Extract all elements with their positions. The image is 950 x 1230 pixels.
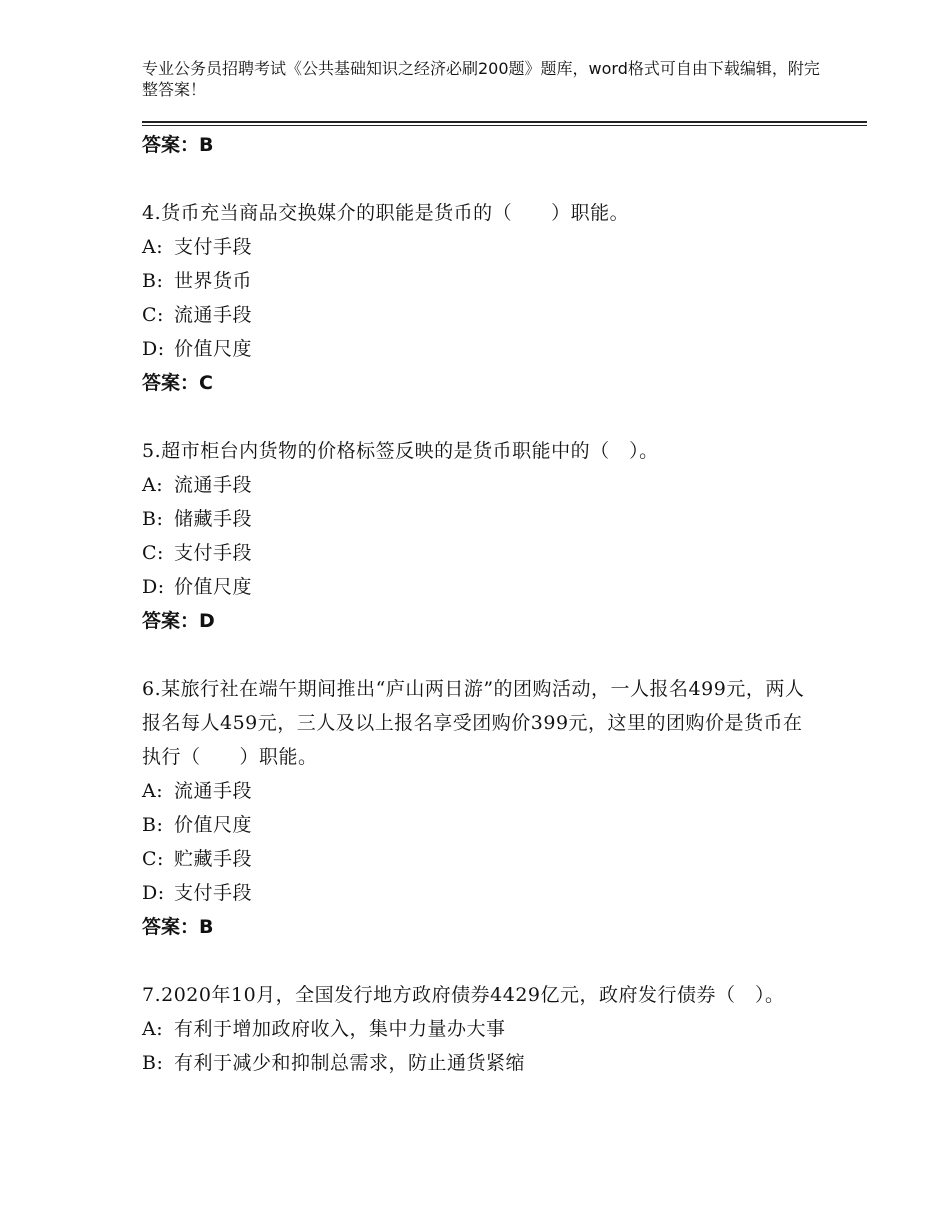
question-4 [142,196,822,400]
question-5 [142,434,822,638]
option-key: C: [142,848,164,870]
option-text: 流通手段 [174,474,253,496]
option-text: 储藏手段 [174,508,253,530]
question-6 [142,672,822,944]
question-stem: 4.货币充当商品交换媒介的职能是货币的（ ）职能。 [142,202,630,224]
option-key: D: [142,338,165,360]
option-key: B: [142,814,164,836]
option-text: 有利于减少和抑制总需求，防止通货紧缩 [174,1052,526,1074]
option-key: B: [142,270,164,292]
option-b [142,808,822,842]
option-key: A: [142,780,164,802]
option-text: 流通手段 [174,780,253,802]
answer: 答案：D [142,610,215,632]
option-text: 世界货币 [174,270,253,292]
header-rule-thin [142,125,867,126]
page-header: 专业公务员招聘考试《公共基础知识之经济必刷200题》题库，word格式可自由下载编辑，附完整答案！ [142,59,820,99]
option-a [142,230,822,264]
option-text: 流通手段 [174,304,253,326]
option-key: D: [142,882,165,904]
option-b [142,502,822,536]
option-text: 支付手段 [174,882,253,904]
header-rule [142,121,867,123]
option-text: 价值尺度 [174,576,253,598]
option-text: 支付手段 [174,236,253,258]
question-7 [142,978,822,1080]
option-key: C: [142,304,164,326]
option-b [142,1046,822,1080]
option-d [142,876,822,910]
option-b [142,264,822,298]
answer: 答案：B [142,916,214,938]
option-text: 有利于增加政府收入，集中力量办大事 [174,1018,506,1040]
question-stem: 5.超市柜台内货物的价格标签反映的是货币职能中的（ ）。 [142,440,659,462]
option-text: 支付手段 [174,542,253,564]
question-stem: 7.2020年10月，全国发行地方政府债券4429亿元，政府发行债券（ ）。 [142,984,785,1006]
option-key: A: [142,474,164,496]
option-text: 贮藏手段 [174,848,253,870]
option-a [142,774,822,808]
option-key: A: [142,1018,164,1040]
previous-answer: 答案：B [142,134,214,156]
option-c [142,298,822,332]
answer: 答案：C [142,372,213,394]
question-stem: 6.某旅行社在端午期间推出“庐山两日游”的团购活动，一人报名499元，两人报名每人459元，三人及以上报名享受团购价399元，这里的团购价是货币在执行（ ）职能。 [142,678,805,768]
option-key: B: [142,508,164,530]
option-key: B: [142,1052,164,1074]
document-content [142,128,822,1080]
option-a [142,468,822,502]
option-c [142,536,822,570]
option-d [142,332,822,366]
option-a [142,1012,822,1046]
option-key: D: [142,576,165,598]
option-d [142,570,822,604]
option-text: 价值尺度 [174,338,253,360]
option-key: C: [142,542,164,564]
option-text: 价值尺度 [174,814,253,836]
option-key: A: [142,236,164,258]
option-c [142,842,822,876]
